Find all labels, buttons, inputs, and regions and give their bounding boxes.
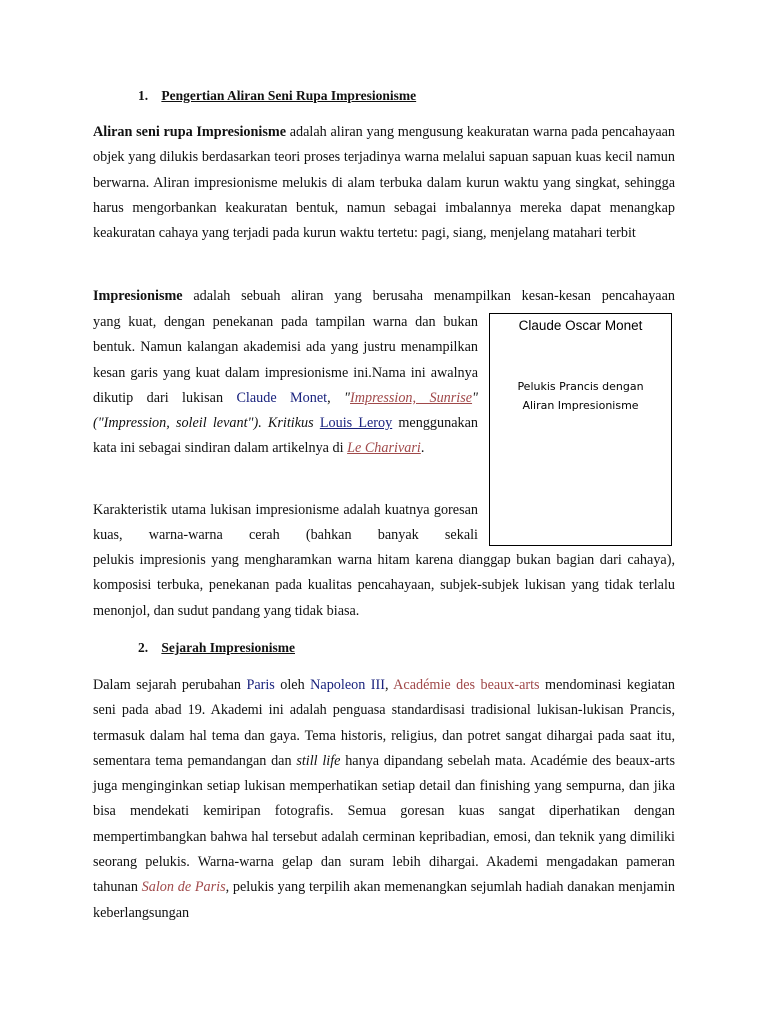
paragraph-3-full-text: pelukis impresionis yang mengharamkan warna hitam karena dianggap bukan bagian dari cahaya), komposisi terbuka, penekanan pada kualitas pencahayaan, subjek-subjek lukisan yang tidak terlalu menonjol, dan sudut pandang yang tidak biasa. — [93, 552, 675, 619]
paragraph-3-narrow-text: Karakteristik utama lukisan impresionisme adalah kuatnya goresan kuas, warna-warna cerah (bahkan banyak sekali — [93, 502, 478, 544]
term-aliran-seni-rupa: Aliran seni rupa Impresionisme — [93, 124, 286, 140]
link-salon-de-paris[interactable]: Salon de Paris — [141, 879, 226, 896]
image-box-caption — [490, 377, 671, 415]
section-1-heading — [138, 88, 416, 104]
paragraph-2-body-text: yang kuat, dengan penekanan pada tampilan warna dan bukan bentuk. Namun kalangan akademisi ada yang justru menampilkan kesan garis yang kuat dalam impresionisme ini.Nama ini awalnya dikutip dari lukisan — [93, 314, 478, 406]
section-1-title: Pengertian Aliran Seni Rupa Impresionisme — [161, 88, 417, 103]
link-claude-monet[interactable]: Claude Monet — [236, 389, 328, 406]
paragraph-2-after-leroy: menggunakan kata ini sebagai sindiran dalam artikelnya di — [93, 415, 478, 457]
section-2-text-mid: mendominasi kegiatan seni pada abad 19. Akademi ini adalah penguasa standardisasi tradisional lukisan-lukisan Prancis, termasuk dalam hal tema dan gaya. Tema historis, religius, dan potret sangat dihargai pada saat itu, sementara tema pemandangan dan — [93, 677, 675, 769]
image-box-caption-line-2: Aliran Impresionisme — [522, 399, 639, 412]
paragraph-1-text: adalah aliran yang mengusung keakuratan warna pada pencahayaan objek yang dilukis berdasarkan teori proses terjadinya warna melalui sapuan sapuan kuas kecil namun berwarna. Aliran impresionisme melukis di alam terbuka dalam kurun waktu yang singkat, sehingga harus mengorbankan keakuratan bentuk, namun sebagai imbalannya mereka dapat menangkap keakuratan cahaya yang terjadi pada kurun waktu tertetu: pagi, siang, menjelang matahari terbit — [93, 124, 676, 242]
section-1-paragraph-1 — [93, 120, 675, 246]
image-box-caption-line-1: Pelukis Prancis dengan — [517, 380, 644, 393]
paragraph-2-end: . — [420, 440, 425, 457]
section-1-paragraph-3-full — [93, 548, 675, 624]
section-1-paragraph-3-narrow — [93, 498, 478, 549]
paragraph-2-comma: , — [327, 389, 331, 406]
term-impresionisme: Impresionisme — [93, 288, 183, 304]
section-1-number: 1. — [138, 88, 149, 103]
section-2-heading — [138, 640, 295, 656]
paragraph-2-quote-open: " — [344, 389, 350, 406]
section-2-oleh: oleh — [274, 677, 311, 693]
section-2-comma: , — [384, 677, 394, 693]
section-2-title: Sejarah Impresionisme — [161, 640, 295, 655]
monet-image-box — [489, 313, 672, 546]
section-2-text-mid-2: hanya dipandang sebelah mata. Académie des beaux-arts juga menginginkan setiap lukisan memperhatikan setiap detail dan finishing yang sempurna, dan jika bisa mendekati kemiripan fotografis. Semua goresan kuas sangat diperhatikan dengan mempertimbangkan bahwa hal tersebut adalah cerminan kepribadian, emosi, dan teknik yang dimiliki seorang pelukis. Warna-warna gelap dan suram lebih dihargai. Akademi mengadakan pameran tahunan — [93, 752, 675, 896]
image-box-title: Claude Oscar Monet — [518, 318, 643, 333]
link-louis-leroy[interactable]: Louis Leroy — [319, 415, 393, 432]
link-napoleon-iii[interactable]: Napoleon III — [310, 677, 385, 693]
section-1-paragraph-2-body — [93, 310, 478, 462]
term-still-life: still life — [296, 752, 341, 769]
section-1-paragraph-2-line-1 — [93, 284, 675, 309]
paragraph-2-line-1-text: adalah sebuah aliran yang berusaha menampilkan kesan-kesan pencahayaan — [182, 288, 675, 304]
link-impression-sunrise[interactable]: Impression, Sunrise — [350, 389, 473, 406]
section-2-paragraph-1 — [93, 673, 675, 926]
link-academie-des-beaux-arts[interactable]: Académie des beaux-arts — [393, 677, 540, 693]
section-2-text-start: Dalam sejarah perubahan — [93, 677, 247, 693]
paragraph-2-quote-close: " ("Impression, soleil levant"). Kritikus — [93, 389, 479, 432]
section-2-text-end: , pelukis yang terpilih akan memenangkan sejumlah hadiah danakan menjamin keberlangsungan — [93, 879, 675, 921]
section-2-number: 2. — [138, 640, 149, 655]
link-paris[interactable]: Paris — [246, 677, 275, 693]
link-le-charivari[interactable]: Le Charivari — [347, 440, 421, 457]
